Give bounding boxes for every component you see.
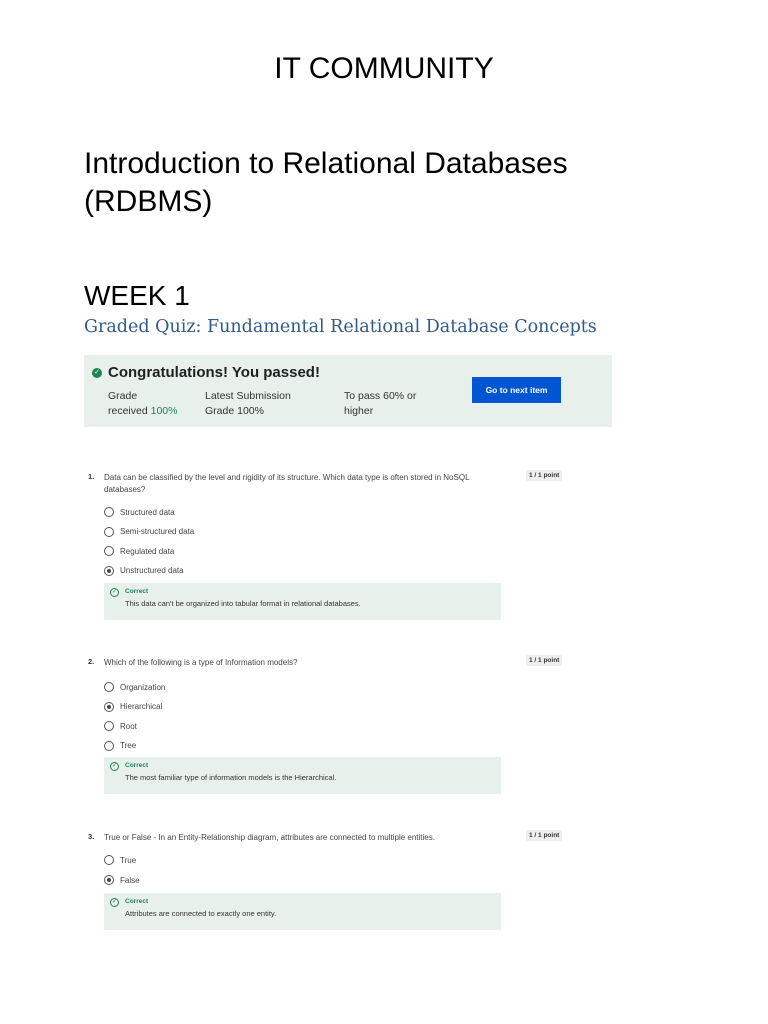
option-label: Structured data (120, 507, 175, 517)
week-heading: WEEK 1 (84, 280, 190, 311)
feedback-box (104, 757, 501, 794)
question-number: 2. (88, 657, 95, 666)
correct-check-icon: ✓ (111, 763, 118, 769)
answer-option[interactable] (104, 740, 136, 752)
result-banner (84, 355, 612, 427)
radio-icon[interactable] (104, 682, 114, 692)
answer-option[interactable] (104, 506, 175, 518)
radio-icon[interactable] (104, 527, 114, 537)
radio-selected-icon[interactable] (104, 875, 114, 885)
answer-option[interactable] (104, 545, 174, 557)
option-label: Unstructured data (120, 566, 184, 575)
radio-selected-icon[interactable] (104, 566, 114, 576)
option-label: Regulated data (120, 546, 175, 556)
answer-option[interactable] (104, 526, 194, 538)
option-label: Root (120, 721, 137, 731)
answer-option[interactable] (104, 681, 165, 693)
answer-option[interactable] (104, 854, 136, 866)
question-text: True or False - In an Entity-Relationship diagram, attributes are connected to multiple entities. (104, 833, 435, 842)
feedback-text: Attributes are connected to exactly one entity. (125, 909, 277, 918)
correct-check-icon: ✓ (111, 899, 118, 905)
correct-check-icon: ✓ (111, 589, 118, 595)
grade-value: 100% (150, 405, 178, 417)
option-label: True (120, 855, 137, 865)
pass-requirement: To pass 60% or higher (344, 390, 417, 417)
quiz-title: Graded Quiz: Fundamental Relational Database Concepts (84, 317, 597, 337)
points-badge: 1 / 1 point (526, 830, 562, 841)
feedback-box (104, 893, 501, 930)
grade-received: Grade received 100% (108, 390, 178, 417)
latest-grade-value: 100% (237, 405, 264, 417)
feedback-title: Correct (125, 588, 149, 595)
question-text: Which of the following is a type of Information models? (104, 658, 298, 667)
feedback-title: Correct (125, 898, 149, 905)
points-badge: 1 / 1 point (526, 470, 562, 481)
option-label: Organization (120, 682, 166, 692)
feedback-text: This data can't be organized into tabular format in relational databases. (125, 599, 361, 608)
option-label: Semi-structured data (120, 527, 195, 536)
option-label: Tree (120, 741, 137, 750)
radio-icon[interactable] (104, 546, 114, 556)
go-to-next-item-button[interactable]: Go to next item (472, 377, 561, 403)
radio-icon[interactable] (104, 721, 114, 731)
radio-selected-icon[interactable] (104, 702, 114, 712)
check-circle-icon: ✓ (92, 368, 102, 378)
option-label: False (120, 875, 140, 885)
document-title: IT COMMUNITY (274, 52, 494, 85)
question-number: 1. (88, 472, 95, 481)
question-number: 3. (88, 832, 95, 841)
congratulations-message: Congratulations! You passed! (108, 364, 320, 381)
points-badge: 1 / 1 point (526, 655, 562, 666)
feedback-title: Correct (125, 762, 149, 769)
feedback-box (104, 583, 501, 620)
answer-option[interactable] (104, 701, 162, 713)
answer-option[interactable] (104, 565, 184, 577)
radio-icon[interactable] (104, 507, 114, 517)
latest-submission: Latest Submission Grade 100% (205, 390, 291, 417)
option-label: Hierarchical (120, 702, 163, 711)
course-title: Introduction to Relational Databases (RDBMS) (84, 147, 568, 218)
answer-option[interactable] (104, 874, 140, 886)
radio-icon[interactable] (104, 855, 114, 865)
radio-icon[interactable] (104, 741, 114, 751)
answer-option[interactable] (104, 720, 137, 732)
question-text: Data can be classified by the level and rigidity of its structure. Which data type is often stored in NoSQL databases? (104, 473, 470, 494)
feedback-text: The most familiar type of information models is the Hierarchical. (125, 773, 337, 782)
